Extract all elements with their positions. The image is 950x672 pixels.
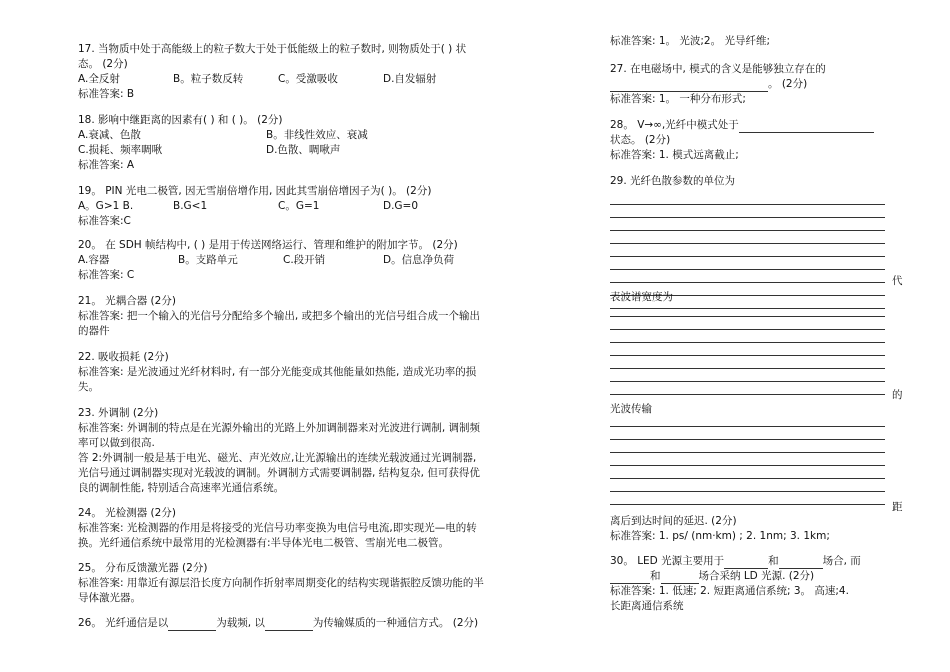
question-text: 23. 外调制 (2分) (78, 407, 159, 419)
answer-line (610, 218, 885, 231)
standard-answer: 标准答案: 是光波通过光纤材料时, 有一部分光能变成其他能量如热能, 造成光功率的损 (78, 366, 477, 378)
question-18 (78, 113, 578, 173)
question-19 (78, 184, 578, 229)
question-text: 18. 影响中继距离的因素有( ) 和 ( )。 (2分) (78, 114, 283, 126)
answer-line (610, 369, 885, 382)
question-text-tail: 。 (2分) (768, 78, 808, 90)
answer-line: 标准答案: 外调制的特点是在光源外输出的光路上外加调制器来对光波进行调制, 调制频 (78, 422, 481, 434)
question-text-and: 和 (768, 555, 779, 567)
standard-answer-cont: 长距离通信系统 (610, 600, 684, 612)
standard-answer: 标准答案: 1. 低速; 2. 短距离通信系统; 3。 高速;4. (610, 585, 849, 597)
question-text: 17. 当物质中处于高能级上的粒子数大于处于低能级上的粒子数时, 则物质处于( ) 状 (78, 43, 467, 55)
question-text: 21。 光耦合器 (2分) (78, 295, 176, 307)
option-b: B。非线性效应、衰减 (266, 129, 368, 141)
standard-answer: 标准答案:C (78, 215, 131, 227)
options (78, 199, 578, 214)
standard-answer: 标准答案: 1. 模式远离截止; (610, 149, 739, 161)
option-b: B.G<1 (173, 200, 208, 212)
question-29 (610, 174, 885, 189)
question-text (610, 554, 885, 569)
answer-line (610, 192, 885, 205)
question-text: 19。 PIN 光电二极管, 因无雪崩倍增作用, 因此其雪崩倍增因子为( )。 (2分) (78, 185, 432, 197)
question-text-line2 (610, 569, 885, 584)
line-tail: 代 (892, 275, 903, 287)
question-text: 27. 在电磁场中, 模式的含义是能够独立存在的 (610, 63, 826, 75)
answer-line: 换。光纤通信系统中最常用的光检测器有:半导体光电二极管、雪崩光电二极管。 (78, 537, 450, 549)
standard-answer-cont: 失。 (78, 381, 99, 393)
answer-blank[interactable] (661, 572, 699, 584)
answer-blank[interactable] (724, 557, 768, 569)
answer-line (610, 479, 885, 492)
question-text-post: 为传输媒质的一种通信方式。 (2分) (312, 617, 479, 629)
question-text-post: 场合, 而 (822, 555, 861, 567)
options (78, 72, 578, 87)
answer-line (610, 382, 885, 395)
standard-answer: 标准答案: 把一个输入的光信号分配给多个输出, 或把多个输出的光信号组合成一个输出 (78, 310, 481, 322)
option-d: D.色散、啁啾声 (266, 144, 341, 156)
answer-blank[interactable] (265, 619, 313, 631)
line-tail: 的 (892, 389, 903, 401)
option-a: A.全反射 (78, 73, 120, 85)
answer-line: 导体激光器。 (78, 592, 141, 604)
question-text-line2 (610, 77, 885, 92)
answer-line (610, 330, 885, 343)
question-text (610, 118, 885, 133)
answer-blank[interactable] (739, 121, 874, 133)
question-text: 离后到达时间的延迟. (2分) (610, 515, 737, 527)
question-text: 22. 吸收损耗 (2分) (78, 351, 169, 363)
question-20 (78, 238, 578, 283)
option-d: D.自发辐射 (383, 73, 437, 85)
option-c: C。受激吸收 (278, 73, 338, 85)
question-text-pre: 30。 LED 光源主要用于 (610, 555, 725, 567)
answer-line (610, 257, 885, 270)
answer-line: 良的调制性能, 特别适合高速率光通信系统。 (78, 482, 285, 494)
answer-line: 率可以做到很高. (78, 437, 155, 449)
question-text-tail: 场合采纳 LD 光源. (2分) (698, 570, 815, 582)
options (78, 128, 578, 158)
option-b: B。粒子数反转 (173, 73, 244, 85)
answer-lines-3[interactable] (610, 414, 885, 505)
standard-answer: 标准答案: 1。 一种分布形式; (610, 93, 746, 105)
answer-line: 光信号通过调制器实现对光载波的调制。外调制方式需要调制器, 结构复杂, 但可获得优 (78, 467, 480, 479)
question-text-mid: 为载频, 以 (216, 617, 265, 629)
question-text-line2: 状态。 (2分) (610, 134, 671, 146)
answer-blank[interactable] (610, 80, 768, 92)
answer-line (610, 317, 885, 330)
question-text (78, 616, 578, 631)
standard-answer: 标准答案: B (78, 88, 135, 100)
answer-blank[interactable] (779, 557, 823, 569)
standard-answer: 标准答案: 1。 光波;2。 光导纤维; (610, 35, 770, 47)
question-25 (78, 561, 578, 606)
option-c: C.段开销 (283, 254, 326, 266)
answer-line: 标准答案: 用靠近有源层沿长度方向制作折射率周期变化的结构实现谐振腔反馈功能的半 (78, 577, 484, 589)
answer-line (610, 453, 885, 466)
option-a: A。G>1 B. (78, 200, 134, 212)
answer-line (610, 466, 885, 479)
answer-line: 答 2:外调制一般是基于电光、磁光、声光效应,让光源输出的连续光载波通过光调制器, (78, 452, 477, 464)
question-17 (78, 42, 578, 102)
question-text: 态。 (2分) (78, 58, 128, 70)
question-22 (78, 350, 578, 395)
answer-line: 标准答案: 光检测器的作用是将接受的光信号功率变换为电信号电流,即实现光—电的转 (78, 522, 477, 534)
option-d: D.G=0 (383, 200, 419, 212)
question-text: 29. 光纤色散参数的单位为 (610, 175, 736, 187)
standard-answer-cont: 的器件 (78, 325, 110, 337)
question-text: 24。 光检测器 (2分) (78, 507, 176, 519)
answer-line (610, 205, 885, 218)
question-text-pre: 26。 光纤通信是以 (78, 617, 169, 629)
answer-line (610, 270, 885, 283)
answer-line (610, 427, 885, 440)
question-23 (78, 406, 578, 496)
answer-line (610, 440, 885, 453)
question-29-mid2: 光波传输 (610, 403, 652, 415)
answer-lines-2[interactable] (610, 304, 885, 395)
answer-line (610, 231, 885, 244)
question-28 (610, 118, 885, 163)
question-26 (78, 616, 578, 631)
answer-q26 (610, 34, 885, 49)
question-27 (610, 62, 885, 107)
question-text: 25。 分布反馈激光器 (2分) (78, 562, 208, 574)
question-21 (78, 294, 578, 339)
answer-line (610, 244, 885, 257)
question-text: 20。 在 SDH 帧结构中, ( ) 是用于传送网络运行、管理和维护的附加字节。 (2分) (78, 239, 458, 251)
options (78, 253, 578, 268)
answer-line (610, 492, 885, 505)
option-d: D。信息净负荷 (383, 254, 455, 266)
answer-line (610, 304, 885, 317)
answer-blank[interactable] (168, 619, 216, 631)
question-29-mid1: 表波谱宽度为 (610, 291, 673, 303)
option-b: B。支路单元 (178, 254, 238, 266)
option-c: C.损耗、频率啁啾 (78, 144, 163, 156)
answer-line (610, 414, 885, 427)
question-30 (610, 554, 885, 614)
standard-answer: 标准答案: 1. ps/ (nm·km) ; 2. 1nm; 3. 1km; (610, 530, 830, 542)
question-24 (78, 506, 578, 551)
answer-line (610, 343, 885, 356)
question-text-and: 和 (650, 570, 661, 582)
question-29-end (610, 514, 885, 544)
standard-answer: 标准答案: C (78, 269, 135, 281)
option-a: A.容器 (78, 254, 110, 266)
line-tail: 距 (892, 501, 903, 513)
option-c: C。G=1 (278, 200, 320, 212)
answer-line (610, 356, 885, 369)
option-a: A.衰减、色散 (78, 129, 141, 141)
standard-answer: 标准答案: A (78, 159, 135, 171)
answer-blank[interactable] (610, 572, 650, 584)
question-text-pre: 28。 V→∞,光纤中模式处于 (610, 119, 739, 131)
